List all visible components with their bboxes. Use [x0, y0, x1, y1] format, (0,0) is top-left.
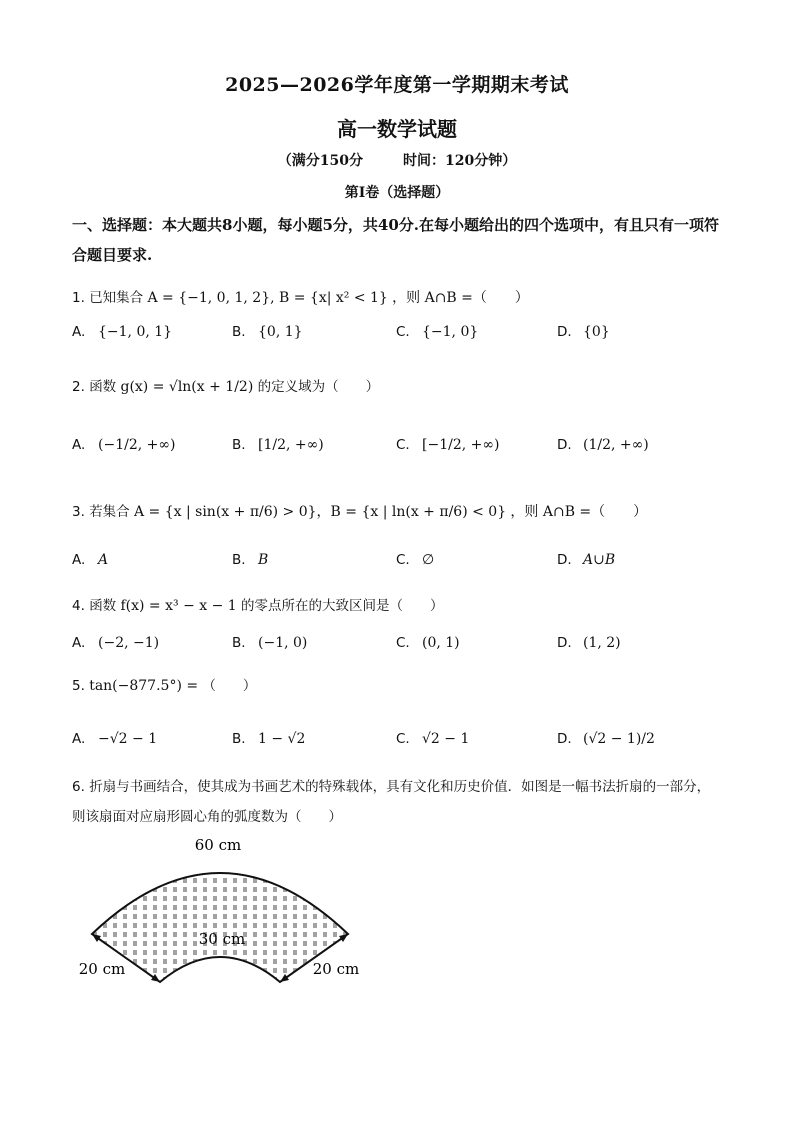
- option-label: D.: [557, 635, 572, 651]
- option-label: D.: [557, 437, 572, 453]
- question-stem-prefix: 函数: [89, 379, 117, 395]
- question-stem-suffix: （ ）: [202, 678, 257, 694]
- question-stem-suffix: 的定义域为（ ）: [257, 379, 380, 395]
- option-c[interactable]: [396, 552, 434, 568]
- option-label: A.: [72, 324, 86, 340]
- option-label: B.: [232, 324, 246, 340]
- option-value: {0}: [583, 324, 610, 340]
- fan-figure: [70, 832, 370, 992]
- question-stem-suffix: 的零点所在的大致区间是（ ）: [241, 598, 444, 614]
- question-stem-math: A = {−1, 0, 1, 2}, B = {x| x² < 1}: [147, 290, 388, 306]
- option-label: C.: [396, 324, 410, 340]
- option-label: B.: [232, 731, 246, 747]
- option-value: (1, 2): [583, 635, 621, 651]
- option-value: {0, 1}: [258, 324, 303, 340]
- question-3: [72, 500, 647, 521]
- option-label: A.: [72, 731, 86, 747]
- option-value: [−1/2, +∞): [422, 437, 500, 453]
- question-stem-math: f(x) = x³ − x − 1: [120, 598, 237, 614]
- option-label: D.: [557, 731, 572, 747]
- option-b[interactable]: [232, 324, 303, 340]
- question-6: [72, 772, 722, 832]
- option-label: B.: [232, 552, 246, 568]
- option-value: 1 − √2: [258, 731, 306, 747]
- option-value: ∅: [422, 552, 435, 568]
- option-d[interactable]: [557, 324, 610, 340]
- question-number: 4.: [72, 598, 85, 614]
- option-value: −√2 − 1: [98, 731, 158, 747]
- question-stem-math: g(x) = √ln(x + 1/2): [120, 379, 254, 395]
- question-number: 6.: [72, 779, 85, 795]
- option-label: A.: [72, 437, 86, 453]
- option-label: C.: [396, 552, 410, 568]
- option-b[interactable]: [232, 635, 307, 651]
- option-value: A∪B: [583, 552, 616, 568]
- section-instructions: 一、选择题：本大题共8小题，每小题5分，共40分.在每小题给出的四个选项中，有且只有一项符合题目要求.: [72, 216, 719, 264]
- question-stem-math: tan(−877.5°) =: [89, 678, 199, 694]
- option-label: C.: [396, 437, 410, 453]
- inner-arc-label: 30 cm: [198, 930, 246, 948]
- question-stem-math: A = {x | sin(x + π/6) > 0}，B = {x | ln(x + π/6) < 0}: [133, 504, 507, 520]
- option-value: (0, 1): [422, 635, 460, 651]
- option-b[interactable]: [232, 437, 324, 453]
- option-b[interactable]: [232, 552, 268, 568]
- exam-title: 2025—2026学年度第一学期期末考试: [225, 74, 569, 96]
- option-d[interactable]: [557, 552, 615, 568]
- question-number: 2.: [72, 379, 85, 395]
- full-score: （满分150分: [277, 153, 363, 169]
- option-value: {−1, 0, 1}: [98, 324, 173, 340]
- question-5: [72, 674, 256, 694]
- option-a[interactable]: [72, 731, 157, 747]
- option-label: C.: [396, 635, 410, 651]
- question-stem-suffix: ，则 A∩B =（ ）: [392, 290, 529, 306]
- option-label: D.: [557, 552, 572, 568]
- option-c[interactable]: [396, 731, 469, 747]
- question-number: 3.: [72, 504, 85, 520]
- option-a[interactable]: [72, 437, 175, 453]
- outer-arc-label: 60 cm: [194, 836, 242, 854]
- option-label: B.: [232, 437, 246, 453]
- question-stem-prefix: 若集合: [89, 504, 130, 520]
- question-number: 1.: [72, 290, 85, 306]
- fan-face: [92, 873, 348, 982]
- option-label: B.: [232, 635, 246, 651]
- question-stem-text: 折扇与书画结合，使其成为书画艺术的特殊载体，具有文化和历史价值．如图是一幅书法折扇的一部分，则该扇面对应扇形圆心角的弧度数为（ ）: [72, 779, 711, 825]
- exam-subtitle: 高一数学试题: [337, 117, 457, 141]
- left-edge-label: 20 cm: [78, 960, 126, 978]
- option-value: √2 − 1: [422, 731, 470, 747]
- option-value: {−1, 0}: [422, 324, 479, 340]
- option-d[interactable]: [557, 731, 655, 747]
- option-value: B: [258, 552, 269, 568]
- question-stem-prefix: 函数: [89, 598, 117, 614]
- option-label: D.: [557, 324, 572, 340]
- option-d[interactable]: [557, 437, 649, 453]
- option-c[interactable]: [396, 635, 460, 651]
- question-1: [72, 286, 529, 307]
- option-value: (−1/2, +∞): [98, 437, 176, 453]
- option-value: (√2 − 1)/2: [583, 731, 655, 747]
- exam-info: [0, 150, 794, 170]
- question-stem-prefix: 已知集合: [89, 290, 144, 306]
- question-number: 5.: [72, 678, 85, 694]
- part-heading: 第Ⅰ卷（选择题）: [344, 185, 450, 201]
- question-2: [72, 375, 379, 395]
- option-value: (−2, −1): [98, 635, 160, 651]
- time-limit: 时间：120分钟）: [403, 153, 517, 169]
- option-value: [1/2, +∞): [258, 437, 324, 453]
- option-label: C.: [396, 731, 410, 747]
- question-4: [72, 594, 444, 614]
- question-stem-suffix: ，则 A∩B =（ ）: [510, 504, 648, 520]
- option-value: (1/2, +∞): [583, 437, 649, 453]
- option-a[interactable]: [72, 324, 172, 340]
- option-value: A: [98, 552, 109, 568]
- option-label: A.: [72, 635, 86, 651]
- option-d[interactable]: [557, 635, 621, 651]
- option-c[interactable]: [396, 437, 499, 453]
- option-b[interactable]: [232, 731, 305, 747]
- option-value: (−1, 0): [258, 635, 308, 651]
- option-a[interactable]: [72, 635, 159, 651]
- right-edge-label: 20 cm: [312, 960, 360, 978]
- option-c[interactable]: [396, 324, 478, 340]
- option-a[interactable]: [72, 552, 108, 568]
- option-label: A.: [72, 552, 86, 568]
